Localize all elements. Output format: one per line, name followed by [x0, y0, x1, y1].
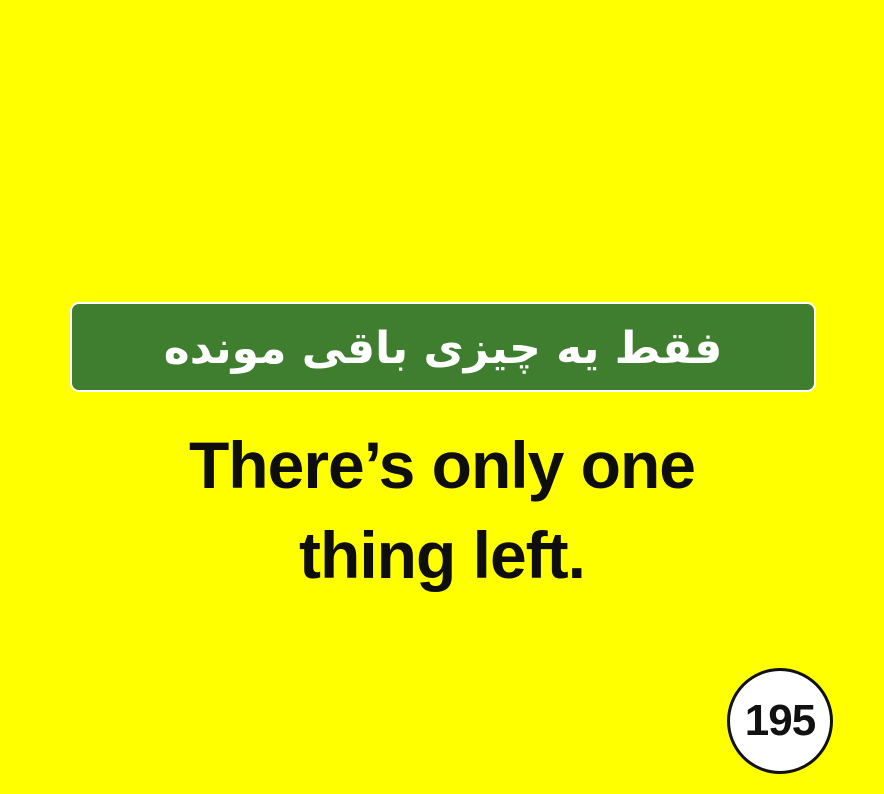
persian-phrase-text: فقط یه چیزی باقی مونده — [163, 323, 723, 374]
lesson-number-text: 195 — [744, 696, 816, 745]
persian-phrase-banner — [70, 302, 816, 392]
english-line-2: thing left. — [299, 518, 585, 592]
english-translation — [40, 420, 844, 600]
english-line-1: There’s only one — [188, 428, 695, 502]
lesson-number-badge — [727, 668, 833, 774]
